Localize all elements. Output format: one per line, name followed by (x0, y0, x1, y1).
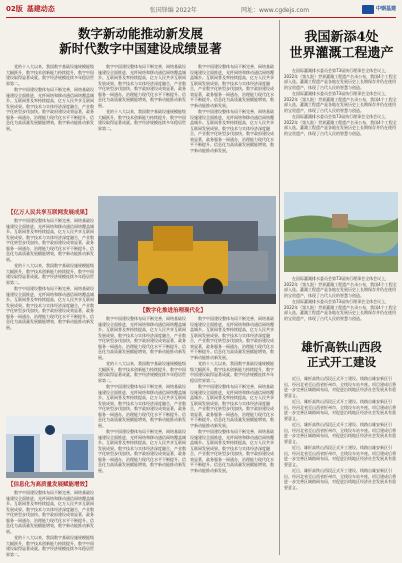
article2-body-b: 在国际灌溉排水委员会第73届执行理事会全体会议上，2022年（第九批）世界灌溉工程遗产名录公布，我国4个工程全部入选。灌溉工程遗产是各地在发展历史上长期保存并仍在使用的宝贵遗产，体现了古代人民的智慧与创造。 (284, 91, 397, 113)
article3-body-d: 近日，雄忻高铁山西段正式开工建设。线路自雄安新区引出，经河北省至山西省忻州市，全线设车站多座。项目建成后将进一步完善区域路网布局，对促进沿线地区经济社会发展具有重要意义。 (284, 445, 396, 467)
article1-body-h: 数字中国建设整体布局不断完善，网络基础设施建设全面推进，光纤网络和移动通信网络覆盖城乡。互联网普及率持续提高，亿万人民共享互联网发展成果。数字技术与实体经济深度融合，产业数字化转型步伐加快。数字政府建设成效显著，政务服务一网通办，治理能力现代化水平不断提升。信息化为高质量发展赋能增效，数字新动能推动新发展。 (6, 286, 94, 330)
edition-date: 张国锋编 2022年 (149, 6, 197, 14)
photo-construction-machinery (98, 196, 276, 304)
article3-body-c: 近日，雄忻高铁山西段正式开工建设。线路自雄安新区引出，经河北省至山西省忻州市，全线设车站多座。项目建成后将进一步完善区域路网布局，对促进沿线地区经济社会发展具有重要意义。 (284, 422, 396, 444)
page-number: 02版 (6, 5, 23, 13)
article3-body-b: 近日，雄忻高铁山西段正式开工建设。线路自雄安新区引出，经河北省至山西省忻州市，全线设车站多座。项目建成后将进一步完善区域路网布局，对促进沿线地区经济社会发展具有重要意义。 (284, 399, 396, 421)
article1-body-l: 数字中国建设整体布局不断完善，网络基础设施建设全面推进，光纤网络和移动通信网络覆盖城乡。互联网普及率持续提高，亿万人民共享互联网发展成果。数字技术与实体经济深度融合，产业数字化转型步伐加快。数字政府建设成效显著，政务服务一网通办，治理能力现代化水平不断提升。信息化为高质量发展赋能增效，数字新动能推动新发展。 (98, 429, 186, 473)
lab-photo-image (6, 416, 94, 478)
section-caption-b: 【数字化推进治理现代化】 (140, 308, 207, 314)
article3-title-line2: 正式开工建设 (307, 355, 376, 369)
article1-column-2 (98, 64, 186, 204)
page-header (6, 2, 396, 16)
article1-body-j: 党的十八大以来，我国数字基础设施规模能级大幅跃升，数字技术创新能力持续提升，数字中国建设取得显著成就。数字经济规模连续多年稳居世界第二。 (98, 361, 186, 383)
article2-text-2 (284, 276, 398, 334)
logo-icon (362, 5, 374, 14)
article1-body-m: 数字中国建设整体布局不断完善，网络基础设施建设全面推进，光纤网络和移动通信网络覆盖城乡。互联网普及率持续提高，亿万人民共享互联网发展成果。数字技术与实体经济深度融合，产业数字化转型步伐加快。数字政府建设成效显著，政务服务一网通办，治理能力现代化水平不断提升。信息化为高质量发展赋能增效，数字新动能推动新发展。 (190, 316, 274, 360)
article1-headline (28, 26, 253, 56)
article1-body-q: 数字中国建设整体布局不断完善，网络基础设施建设全面推进，光纤网络和移动通信网络覆盖城乡。互联网普及率持续提高，亿万人民共享互联网发展成果。数字技术与实体经济深度融合，产业数字化转型步伐加快。数字政府建设成效显著，政务服务一网通办，治理能力现代化水平不断提升。信息化为高质量发展赋能增效，数字新动能推动新发展。 (6, 490, 94, 534)
caption-b-holder (98, 306, 276, 314)
article1-body-p: 数字中国建设整体布局不断完善，网络基础设施建设全面推进，光纤网络和移动通信网络覆盖城乡。互联网普及率持续提高，亿万人民共享互联网发展成果。数字技术与实体经济深度融合，产业数字化转型步伐加快。数字政府建设成效显著，政务服务一网通办，治理能力现代化水平不断提升。信息化为高质量发展赋能增效，数字新动能推动新发展。 (190, 429, 274, 473)
article1-body-o: 数字中国建设整体布局不断完善，网络基础设施建设全面推进，光纤网络和移动通信网络覆盖城乡。互联网普及率持续提高，亿万人民共享互联网发展成果。数字技术与实体经济深度融合，产业数字化转型步伐加快。数字政府建设成效显著，政务服务一网通办，治理能力现代化水平不断提升。信息化为高质量发展赋能增效，数字新动能推动新发展。 (190, 384, 274, 428)
article2-headline (284, 30, 399, 62)
article1-body-b: 数字中国建设整体布局不断完善，网络基础设施建设全面推进，光纤网络和移动通信网络覆盖城乡。互联网普及率持续提高，亿万人民共享互联网发展成果。数字技术与实体经济深度融合，产业数字化转型步伐加快。数字政府建设成效显著，政务服务一网通办，治理能力现代化水平不断提升。信息化为高质量发展赋能增效，数字新动能推动新发展。 (98, 64, 186, 108)
masthead-logo (362, 5, 396, 14)
article1-column-4 (6, 218, 94, 413)
article1-body-i: 数字中国建设整体布局不断完善，网络基础设施建设全面推进，光纤网络和移动通信网络覆盖城乡。互联网普及率持续提高，亿万人民共享互联网发展成果。数字技术与实体经济深度融合，产业数字化转型步伐加快。数字政府建设成效显著，政务服务一网通办，治理能力现代化水平不断提升。信息化为高质量发展赋能增效，数字新动能推动新发展。 (98, 316, 186, 360)
article1-column-5 (98, 316, 186, 558)
article2-title-line1: 我国新添4处 (304, 30, 379, 45)
article1-body-c: 党的十八大以来，我国数字基础设施规模能级大幅跃升，数字技术创新能力持续提升，数字中国建设取得显著成就。数字经济规模连续多年稳居世界第二。 (98, 109, 186, 131)
article2-body-d: 在国际灌溉排水委员会第73届执行理事会全体会议上，2022年（第九批）世界灌溉工程遗产名录公布，我国4个工程全部入选。灌溉工程遗产是各地在发展历史上长期保存并仍在使用的宝贵遗产，体现了古代人民的智慧与创造。 (284, 276, 397, 298)
article1-column-7 (6, 490, 94, 558)
section-name: 基建动态 (26, 5, 55, 13)
header-rule (6, 17, 396, 18)
article2-body-e: 在国际灌溉排水委员会第73届执行理事会全体会议上，2022年（第九批）世界灌溉工程遗产名录公布，我国4个工程全部入选。灌溉工程遗产是各地在发展历史上长期保存并仍在使用的宝贵遗产，体现了古代人民的智慧与创造。 (284, 299, 397, 321)
column-divider (279, 20, 280, 555)
photo-irrigation-heritage (284, 192, 398, 272)
article2-body-c: 在国际灌溉排水委员会第73届执行理事会全体会议上，2022年（第九批）世界灌溉工程遗产名录公布，我国4个工程全部入选。灌溉工程遗产是各地在发展历史上长期保存并仍在使用的宝贵遗产，体现了古代人民的智慧与创造。 (284, 114, 397, 136)
article1-title-line1: 数字新动能推动新发展 (77, 26, 203, 41)
section-caption-c: 【信息化为高质量发展赋能增效】 (8, 482, 91, 488)
article2-title-line2: 世界灌溉工程遗产 (289, 46, 394, 61)
section-caption-a: 【亿万人民共享互联网发展成果】 (8, 210, 91, 216)
article1-body-g: 党的十八大以来，我国数字基础设施规模能级大幅跃升，数字技术创新能力持续提升，数字中国建设取得显著成就。数字经济规模连续多年稳居世界第二。 (6, 263, 94, 285)
website-url: 网址：www.cgdejs.com (240, 6, 310, 14)
article1-body-f: 数字中国建设整体布局不断完善，网络基础设施建设全面推进，光纤网络和移动通信网络覆盖城乡。互联网普及率持续提高，亿万人民共享互联网发展成果。数字技术与实体经济深度融合，产业数字化转型步伐加快。数字政府建设成效显著，政务服务一网通办，治理能力现代化水平不断提升。信息化为高质量发展赋能增效，数字新动能推动新发展。 (6, 218, 94, 262)
article3-title-line1: 雄忻高铁山西段 (301, 340, 382, 354)
article1-lead: 党的十八大以来，我国数字基础设施规模能级大幅跃升，数字技术创新能力持续提升，数字中国建设取得显著成就。数字经济规模连续多年稳居世界第二。 (6, 64, 94, 86)
article3-body-a: 近日，雄忻高铁山西段正式开工建设。线路自雄安新区引出，经河北省至山西省忻州市，全线设车站多座。项目建成后将进一步完善区域路网布局，对促进沿线地区经济社会发展具有重要意义。 (284, 376, 396, 398)
article1-body-e: 数字中国建设整体布局不断完善，网络基础设施建设全面推进，光纤网络和移动通信网络覆盖城乡。互联网普及率持续提高，亿万人民共享互联网发展成果。数字技术与实体经济深度融合，产业数字化转型步伐加快。数字政府建设成效显著，政务服务一网通办，治理能力现代化水平不断提升。信息化为高质量发展赋能增效，数字新动能推动新发展。 (190, 109, 274, 153)
article1-lead-column (6, 64, 94, 204)
article2-body-a: 在国际灌溉排水委员会第73届执行理事会全体会议上，2022年（第九批）世界灌溉工程遗产名录公布，我国4个工程全部入选。灌溉工程遗产是各地在发展历史上长期保存并仍在使用的宝贵遗产，体现了古代人民的智慧与创造。 (284, 68, 397, 90)
machinery-photo-image (98, 196, 276, 304)
irrigation-photo-image (284, 192, 398, 272)
photo-laboratory (6, 416, 94, 478)
article1-column-3 (190, 64, 275, 204)
article1-body-a: 数字中国建设整体布局不断完善，网络基础设施建设全面推进，光纤网络和移动通信网络覆盖城乡。互联网普及率持续提高，亿万人民共享互联网发展成果。数字技术与实体经济深度融合，产业数字化转型步伐加快。数字政府建设成效显著，政务服务一网通办，治理能力现代化水平不断提升。信息化为高质量发展赋能增效，数字新动能推动新发展。 (6, 87, 94, 131)
logo-text: 中钢基建 (375, 6, 396, 12)
article1-body-k: 数字中国建设整体布局不断完善，网络基础设施建设全面推进，光纤网络和移动通信网络覆盖城乡。互联网普及率持续提高，亿万人民共享互联网发展成果。数字技术与实体经济深度融合，产业数字化转型步伐加快。数字政府建设成效显著，政务服务一网通办，治理能力现代化水平不断提升。信息化为高质量发展赋能增效，数字新动能推动新发展。 (98, 384, 186, 428)
caption-c-holder (6, 480, 94, 488)
article1-body-d: 数字中国建设整体布局不断完善，网络基础设施建设全面推进，光纤网络和移动通信网络覆盖城乡。互联网普及率持续提高，亿万人民共享互联网发展成果。数字技术与实体经济深度融合，产业数字化转型步伐加快。数字政府建设成效显著，政务服务一网通办，治理能力现代化水平不断提升。信息化为高质量发展赋能增效，数字新动能推动新发展。 (190, 64, 274, 108)
article3-headline (284, 340, 399, 370)
article1-column-6 (190, 316, 275, 558)
caption-a-holder (6, 208, 94, 216)
article1-body-n: 党的十八大以来，我国数字基础设施规模能级大幅跃升，数字技术创新能力持续提升，数字中国建设取得显著成就。数字经济规模连续多年稳居世界第二。 (190, 361, 274, 383)
article1-title-line2: 新时代数字中国建设成绩显著 (59, 41, 222, 56)
article1-body-r: 党的十八大以来，我国数字基础设施规模能级大幅跃升，数字技术创新能力持续提升，数字中国建设取得显著成就。数字经济规模连续多年稳居世界第二。 (6, 535, 94, 557)
article3-body-e: 近日，雄忻高铁山西段正式开工建设。线路自雄安新区引出，经河北省至山西省忻州市，全线设车站多座。项目建成后将进一步完善区域路网布局，对促进沿线地区经济社会发展具有重要意义。 (284, 468, 396, 490)
article3-text (284, 376, 398, 558)
article2-text (284, 68, 398, 188)
